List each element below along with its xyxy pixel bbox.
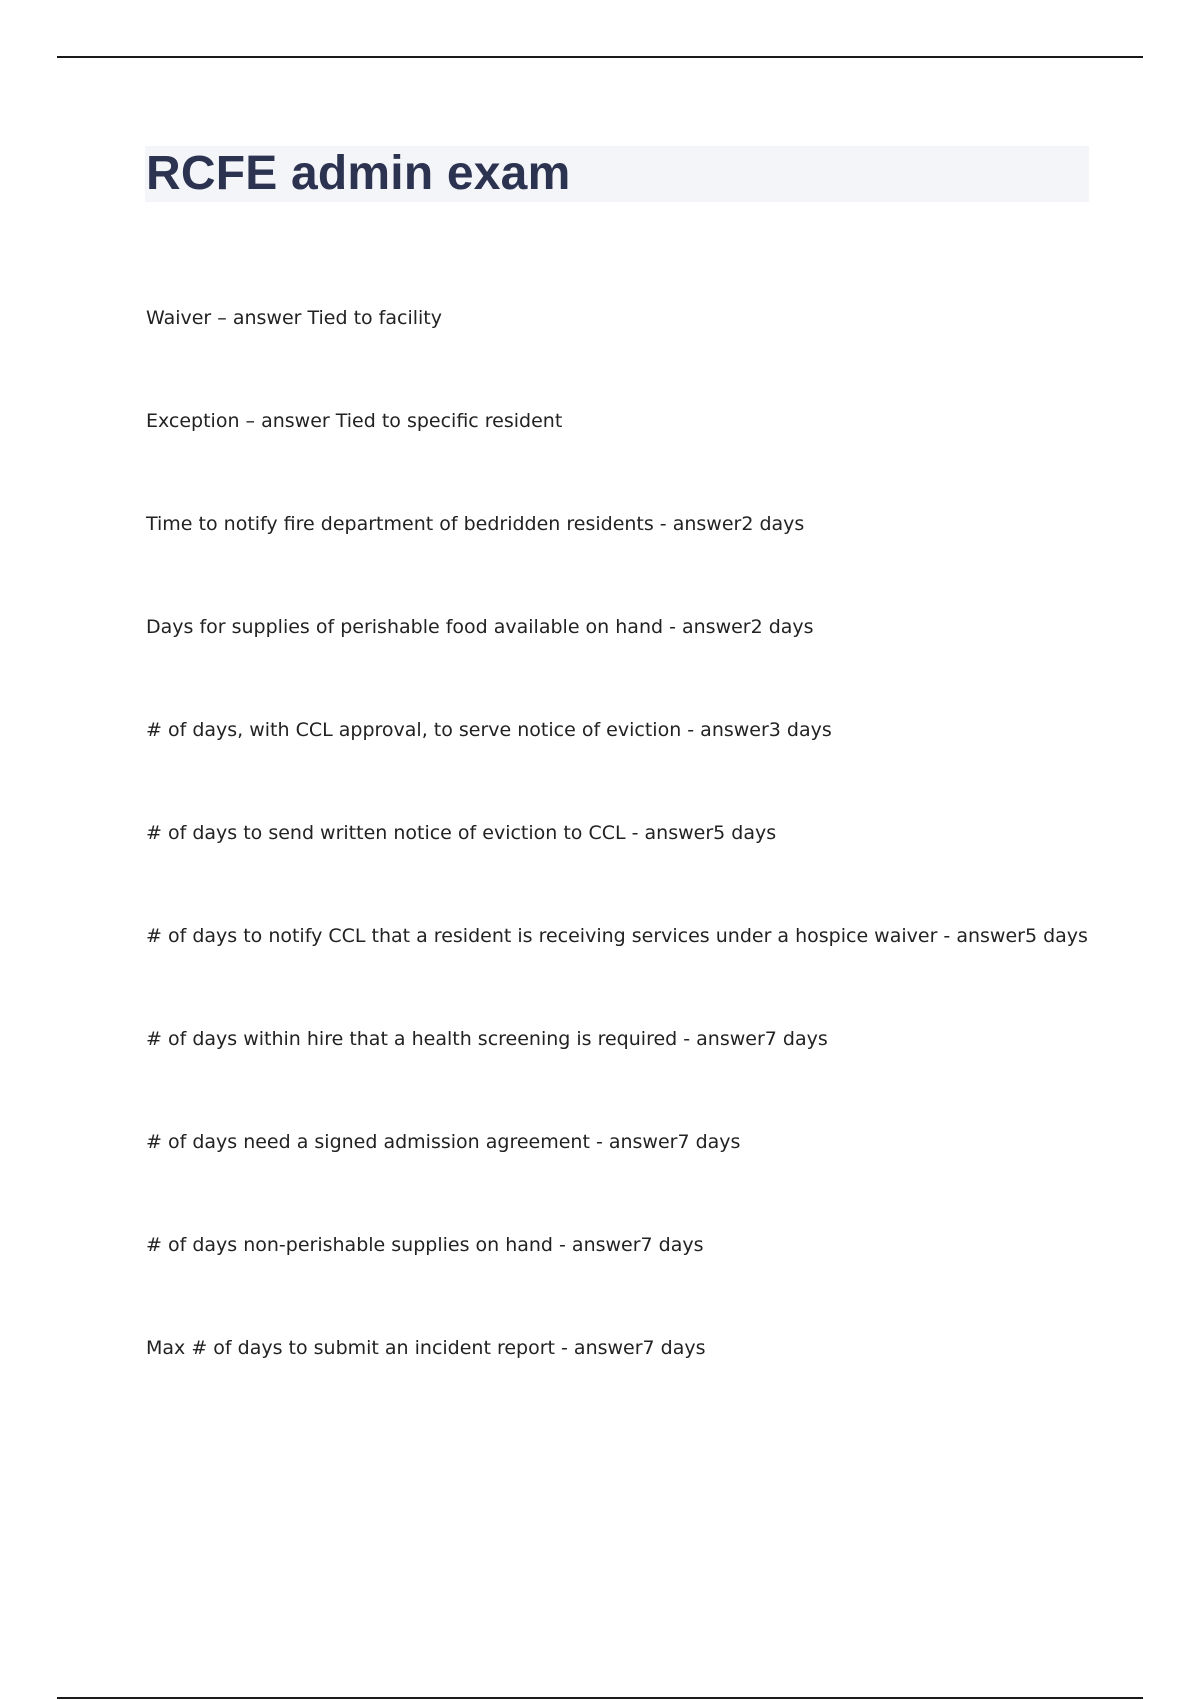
document-title: RCFE admin exam (146, 147, 571, 200)
qa-item: # of days within hire that a health screening is required - answer7 days (146, 1028, 828, 1050)
qa-item: # of days to notify CCL that a resident is receiving services under a hospice waiver - answer5 days (146, 925, 1088, 947)
qa-item: Waiver – answer Tied to facility (146, 307, 442, 329)
header-rule (57, 56, 1143, 58)
qa-item: Days for supplies of perishable food available on hand - answer2 days (146, 616, 814, 638)
qa-list (146, 300, 1106, 1433)
footer-rule (57, 1697, 1143, 1699)
qa-item: Max # of days to submit an incident report - answer7 days (146, 1337, 706, 1359)
qa-item: Time to notify fire department of bedridden residents - answer2 days (146, 513, 805, 535)
qa-item: # of days to send written notice of eviction to CCL - answer5 days (146, 822, 777, 844)
qa-item: # of days need a signed admission agreement - answer7 days (146, 1131, 741, 1153)
qa-item: Exception – answer Tied to specific resident (146, 410, 563, 432)
qa-item: # of days non-perishable supplies on hand - answer7 days (146, 1234, 704, 1256)
qa-item: # of days, with CCL approval, to serve notice of eviction - answer3 days (146, 719, 832, 741)
